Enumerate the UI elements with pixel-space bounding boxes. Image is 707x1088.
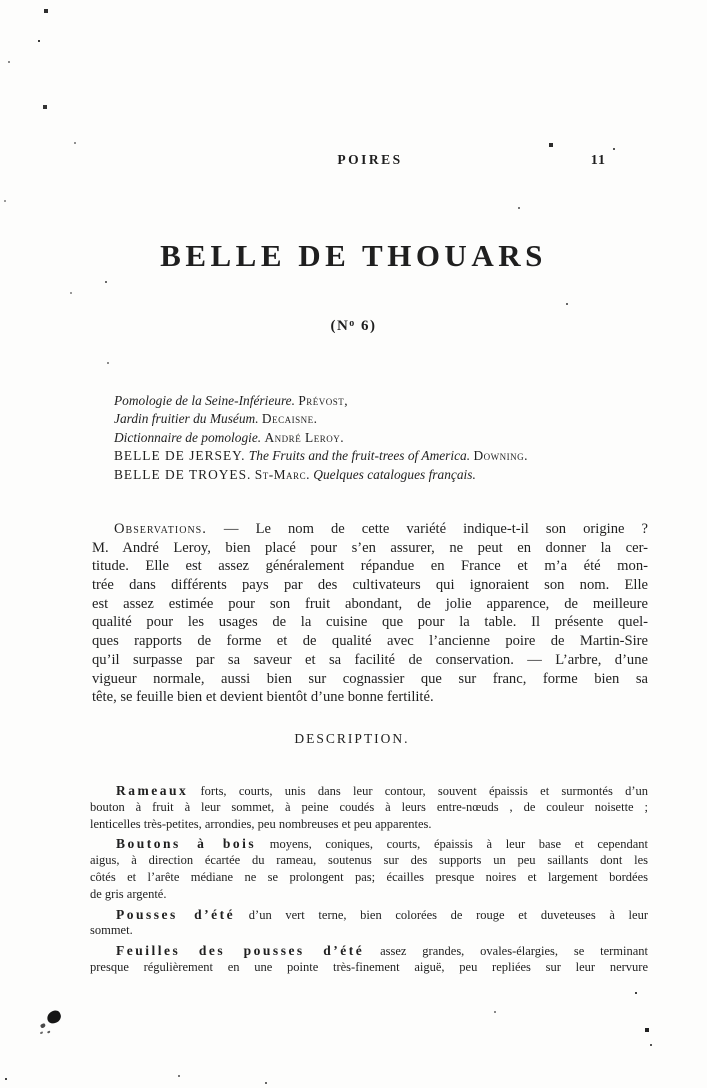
observations-paragraph [92,521,648,708]
variety-number-ordinal: o [349,318,356,329]
description-section [90,783,648,980]
variety-title: BELLE DE THOUARS [160,238,547,273]
work-title: The Fruits and the fruit-trees of America. [248,448,471,464]
text-line: côtés et l’arête médiane ne se prolongent pas; écailles presque noires et largement bordées [90,869,648,884]
page-number: 11 [590,153,606,168]
variety-number-open: (N [330,318,350,334]
text-line [90,836,648,853]
bibliography-entry [114,392,648,410]
paragraph-lead: Pousses d’été [116,906,236,922]
running-title: POIRES [337,152,403,167]
text-line [90,783,648,800]
text-line: vigueur normale, aussi bien sur cognassier que sur franc, forme bien sa [92,670,648,687]
text-line: titude. Elle est assez généralement répandue en France et m’a été mon- [92,558,648,575]
text-line: tête, se feuille bien et devient bientôt d’une bonne fertilité. [92,689,434,706]
text-line: presque régulièrement en une pointe très-finement aiguë, peu repliées sur leur nervure [90,959,648,974]
variety-number-rest: 6) [355,318,377,334]
text-segment: assez grandes, ovales-élargies, se terminant [364,944,648,959]
paragraph-rameaux [90,783,648,833]
variety-number [0,318,707,335]
text-line: qu’il surpasse par sa saveur et sa facilité de conservation. — L’arbre, d’une [92,651,648,668]
paragraph-lead: Rameaux [116,783,189,798]
bibliography-entry [114,429,648,447]
text-line: lenticelles très-petites, arrondies, peu nombreuses et peu apparentes. [90,816,432,831]
author-name: André Leroy. [264,429,345,445]
paragraph-lead: Boutons à bois [116,836,257,852]
text-line: M. André Leroy, bien placé pour s’en assurer, ne peut en donner la cer- [92,539,648,556]
work-title: Dictionnaire de pomologie. [114,429,262,445]
page-header [92,152,648,172]
text-line [92,521,648,540]
observations-lead: Observations. [114,521,207,537]
text-segment: d’un vert terne, bien colorées de rouge et duveteuses à leur [235,907,648,922]
author-name: Prévost, [298,393,349,408]
author-name: Downing. [473,448,528,464]
paragraph-feuilles [90,943,648,977]
text-segment: — Le nom de cette variété indique-t-il son origine ? [206,521,648,537]
text-line: est assez estimée pour son fruit abondant, de jolie apparence, de meilleure [92,595,648,612]
author-name: St-Marc. [254,466,310,482]
text-line [90,907,648,924]
bibliography-list [114,392,648,484]
paragraph-pousses-d-ete [90,907,648,941]
text-line: qualité pour les usages de la cuisine que pour la table. Il présente quel- [92,614,648,631]
synonym-name: BELLE DE TROYES. [114,466,252,482]
paragraph-boutons-a-bois [90,836,648,903]
scan-specks [0,0,2,2]
text-line [90,943,648,960]
text-segment: moyens, coniques, courts, épaissis à leur base et cependant [256,837,648,852]
bibliography-entry [114,410,648,428]
author-name: Decaisne. [261,411,318,427]
bibliography-entry [114,466,648,484]
text-line: bouton à fruit à leur sommet, à peine coudés à leurs entre-nœuds , de couleur noisette ; [90,799,648,814]
synonym-name: BELLE DE JERSEY. [114,448,246,464]
work-title: Jardin fruitier du Muséum. [114,411,259,427]
text-line: ques rapports de forme et de qualité avec l’ancienne poire de Martin-Sire [92,633,648,650]
text-segment: forts, courts, unis dans leur contour, souvent épaissis et surmontés d’un [188,784,648,798]
text-line: aigus, à direction écartée du rameau, soutenus sur des supports un peu saillants dont les [90,853,648,868]
work-title: Pomologie de la Seine-Inférieure. [114,393,295,408]
ink-blot [45,1009,62,1025]
text-line: de gris argenté. [90,886,167,901]
text-line: sommet. [90,923,133,938]
work-title: Quelques catalogues français. [313,466,476,482]
text-line: trée dans différents pays par des cultivateurs qui ignoraient son nom. Elle [92,577,648,594]
bibliography-entry [114,447,648,465]
description-heading: DESCRIPTION. [294,731,410,746]
paragraph-lead: Feuilles des pousses d’été [116,943,365,959]
